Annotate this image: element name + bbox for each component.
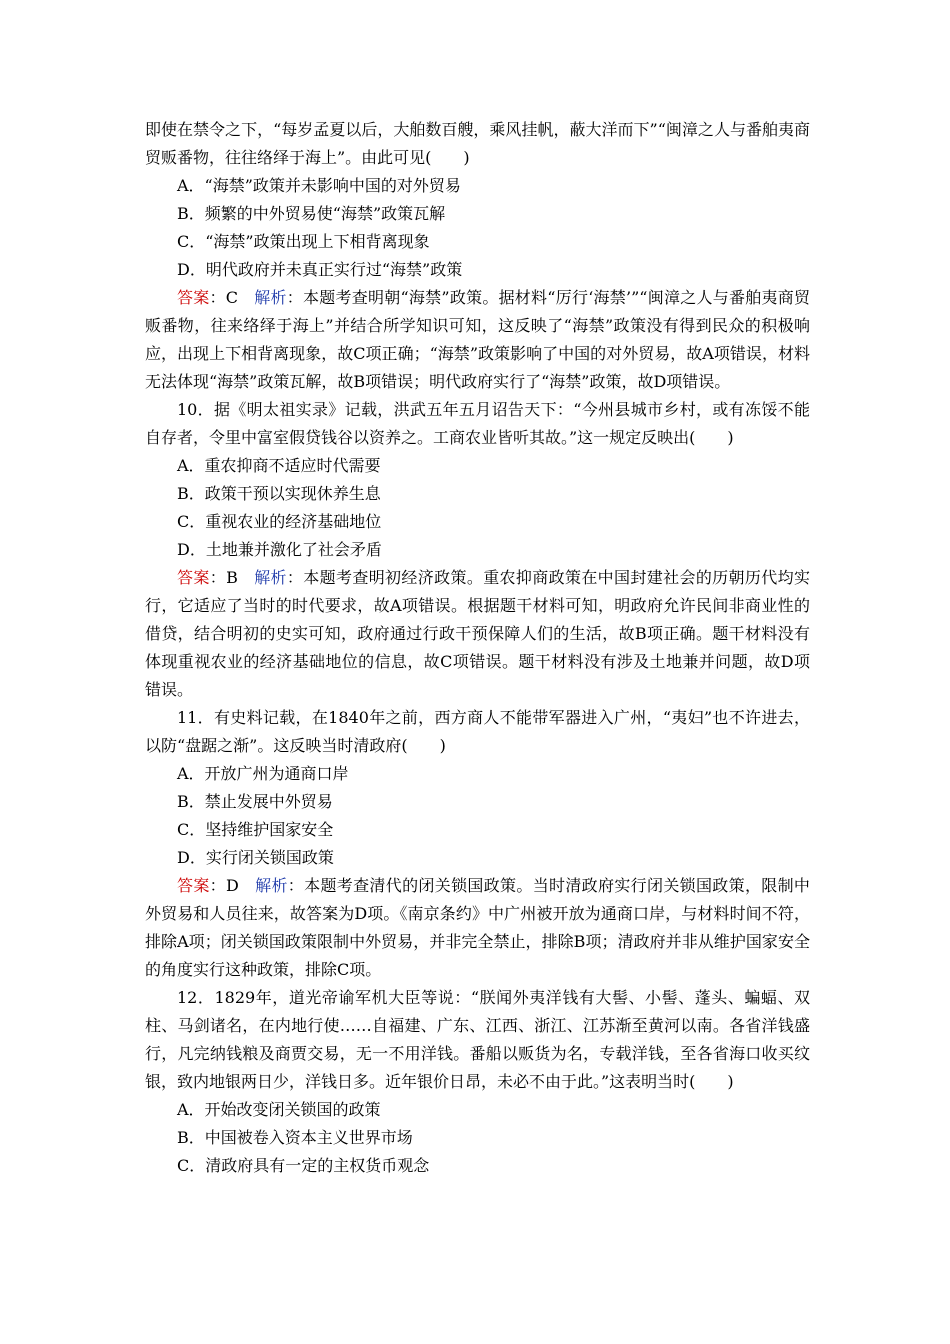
q10-option-c: C．重视农业的经济基础地位 — [177, 512, 382, 531]
answer-label: 答案 — [177, 288, 210, 307]
document-page — [145, 116, 810, 1180]
q11-option-c: C．坚持维护国家安全 — [177, 820, 334, 839]
q11-answer-block: 答案：D 解析：本题考查清代的闭关锁国政策。当时清政府实行闭关锁国政策，限制中外贸易和人员往来，故答案为D项。《南京条约》中广州被开放为通商口岸，与材料时间不符，排除A项；闭关锁国政策限制中外贸易，并非完全禁止，排除B项；清政府并非从维护国家安全的角度实行这种政策，排除C项。 — [145, 876, 810, 979]
q12-option-b: B．中国被卷入资本主义世界市场 — [177, 1128, 413, 1147]
q11-stem: 11．有史料记载，在1840年之前，西方商人不能带军器进入广州，“夷妇”也不许进去，以防“盘踞之渐”。这反映当时清政府( ) — [145, 708, 810, 755]
q12-option-c: C．清政府具有一定的主权货币观念 — [177, 1156, 430, 1175]
q11-option-b: B．禁止发展中外贸易 — [177, 792, 333, 811]
q11-explanation: 本题考查清代的闭关锁国政策。当时清政府实行闭关锁国政策，限制中外贸易和人员往来，故答案为D项。《南京条约》中广州被开放为通商口岸，与材料时间不符，排除A项；闭关锁国政策限制中外贸易，并非完全禁止，排除B项；清政府并非从维护国家安全的角度实行这种政策，排除C项。 — [145, 876, 810, 979]
q10-stem: 10．据《明太祖实录》记载，洪武五年五月诏告天下：“今州县城市乡村，或有冻馁不能自存者，令里中富室假贷钱谷以资养之。工商农业皆听其故。”这一规定反映出( ) — [145, 400, 810, 447]
q10-explanation: 本题考查明初经济政策。重农抑商政策在中国封建社会的历朝历代均实行，它适应了当时的时代要求，故A项错误。根据题干材料可知，明政府允许民间非商业性的借贷，结合明初的史实可知，政府通过行政干预保障人们的生活，故B项正确。题干材料没有体现重视农业的经济基础地位的信息，故C项错误。题干材料没有涉及土地兼并问题，故D项错误。 — [145, 568, 810, 699]
q9-option-c: C．“海禁”政策出现上下相背离现象 — [177, 232, 430, 251]
q9-explanation: 本题考查明朝“海禁”政策。据材料“厉行‘海禁’”“闽漳之人与番舶夷商贸贩番物，往来络绎于海上”并结合所学知识可知，这反映了“海禁”政策没有得到民众的积极响应，出现上下相背离现象，故C项正确；“海禁”政策影响了中国的对外贸易，故A项错误，材料无法体现“海禁”政策瓦解，故B项错误；明代政府实行了“海禁”政策，故D项错误。 — [145, 288, 810, 391]
explanation-label: 解析 — [254, 288, 287, 307]
answer-label: 答案 — [177, 568, 210, 587]
q9-answer: C — [225, 288, 238, 307]
q10-answer: B — [226, 568, 238, 587]
q9-option-d: D．明代政府并未真正实行过“海禁”政策 — [177, 260, 463, 279]
q9-option-a: A．“海禁”政策并未影响中国的对外贸易 — [177, 176, 461, 195]
answer-label: 答案 — [177, 876, 210, 895]
q9-answer-block: 答案：C 解析：本题考查明朝“海禁”政策。据材料“厉行‘海禁’”“闽漳之人与番舶夷商贸贩番物，往来络绎于海上”并结合所学知识可知，这反映了“海禁”政策没有得到民众的积极响应，出现上下相背离现象，故C项正确；“海禁”政策影响了中国的对外贸易，故A项错误，材料无法体现“海禁”政策瓦解，故B项错误；明代政府实行了“海禁”政策，故D项错误。 — [145, 288, 810, 391]
q10-option-b: B．政策干预以实现休养生息 — [177, 484, 381, 503]
q12-option-a: A．开始改变闭关锁国的政策 — [177, 1100, 381, 1119]
q11-answer: D — [225, 876, 239, 895]
q10-answer-block: 答案：B 解析：本题考查明初经济政策。重农抑商政策在中国封建社会的历朝历代均实行，它适应了当时的时代要求，故A项错误。根据题干材料可知，明政府允许民间非商业性的借贷，结合明初的史实可知，政府通过行政干预保障人们的生活，故B项正确。题干材料没有体现重视农业的经济基础地位的信息，故C项错误。题干材料没有涉及土地兼并问题，故D项错误。 — [145, 568, 810, 699]
q11-option-a: A．开放广州为通商口岸 — [177, 764, 349, 783]
q9-option-b: B．频繁的中外贸易使“海禁”政策瓦解 — [177, 204, 446, 223]
q10-option-a: A．重农抑商不适应时代需要 — [177, 456, 381, 475]
q11-option-d: D．实行闭关锁国政策 — [177, 848, 334, 867]
q9-stem: 即使在禁令之下，“每岁孟夏以后，大舶数百艘，乘风挂帆，蔽大洋而下”“闽漳之人与番舶夷商贸贩番物，往往络绎于海上”。由此可见( ) — [145, 120, 810, 167]
explanation-label: 解析 — [253, 568, 287, 587]
q10-option-d: D．土地兼并激化了社会矛盾 — [177, 540, 382, 559]
explanation-label: 解析 — [254, 876, 288, 895]
q12-stem: 12．1829年，道光帝谕军机大臣等说：“朕闻外夷洋钱有大髻、小髻、蓬头、蝙蝠、双柱、马剑诸名，在内地行使……自福建、广东、江西、浙江、江苏渐至黄河以南。各省洋钱盛行，凡完纳钱粮及商贾交易，无一不用洋钱。番船以贩货为名，专载洋钱，至各省海口收买纹银，致内地银两日少，洋钱日多。近年银价日昂，未必不由于此。”这表明当时( ) — [145, 988, 810, 1091]
